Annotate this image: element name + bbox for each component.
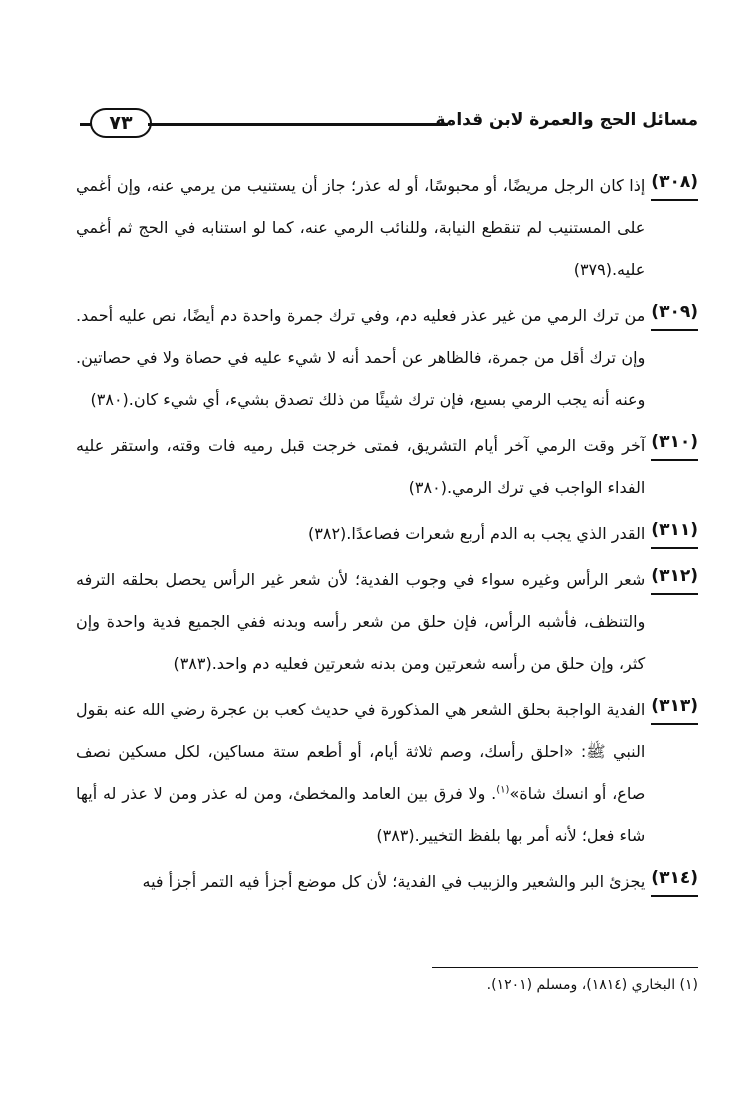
- entries-list: [76, 165, 698, 907]
- entry-311: [76, 513, 698, 555]
- page-number: ٧٣: [90, 108, 152, 138]
- entry-text: شعر الرأس وغيره سواء في وجوب الفدية؛ لأن شعر غير الرأس يحصل بحلقه الترفه والتنظف، فأشبه الرأس، فإن حلق من شعر رأسه وبدنه ففي الجميع فدية واحدة وإن كثر، وإن حلق من رأسه شعرتين ومن بدنه شعرتين فعليه دم واحد.(٣٨٣): [76, 570, 646, 673]
- entry-text: [76, 689, 645, 857]
- entry-number: (٣١٣): [651, 689, 698, 725]
- entry-text: آخر وقت الرمي آخر أيام التشريق، فمتى خرجت قبل رميه فات وقته، واستقر عليه الفداء الواجب في ترك الرمي.(٣٨٠): [76, 436, 646, 497]
- entry-number: (٣١٤): [651, 861, 698, 897]
- footnote-divider: [432, 967, 698, 968]
- entry-312: [76, 559, 698, 685]
- entry-text-before: الفدية الواجبة بحلق الشعر هي المذكورة في حديث كعب بن عجرة رضي الله عنه بقول النبي ﷺ: «احلق رأسك، وصم ثلاثة أيام، أو أطعم ستة مساكين، لكل مسكين نصف صاع، أو انسك شاة»: [76, 700, 646, 803]
- entry-text: القدر الذي يجب به الدم أربع شعرات فصاعدًا.(٣٨٢): [308, 524, 646, 543]
- entry-text: يجزئ البر والشعير والزبيب في الفدية؛ لأن كل موضع أجزأ فيه التمر أجزأ فيه: [142, 872, 646, 891]
- entry-text-after: . ولا فرق بين العامد والمخطئ، ومن له عذر ومن لا عذر له أيها شاء فعل؛ لأنه أمر بها بلفظ التخيير.(٣٨٣): [76, 784, 646, 845]
- footnote-reference[interactable]: (١): [496, 784, 510, 796]
- header-rule: [148, 123, 448, 126]
- entry-number: (٣١٢): [651, 559, 698, 595]
- entry-number: (٣١٠): [651, 425, 698, 461]
- page-header: [80, 108, 698, 142]
- entry-text: من ترك الرمي من غير عذر فعليه دم، وفي ترك جمرة واحدة دم أيضًا، نص عليه أحمد. وإن ترك أقل من جمرة، فالظاهر عن أحمد أنه لا شيء عليه في حصاة ولا في حصاتين. وعنه أنه يجب الرمي بسبع، فإن ترك شيئًا من ذلك تصدق بشيء، أي شيء كان.(٣٨٠): [76, 306, 646, 409]
- entry-310: [76, 425, 698, 509]
- entry-309: [76, 295, 698, 421]
- entry-313: [76, 689, 698, 857]
- entry-number: (٣٠٩): [651, 295, 698, 331]
- entry-314: [76, 861, 698, 903]
- entry-number: (٣١١): [651, 513, 698, 549]
- entry-text: إذا كان الرجل مريضًا، أو محبوسًا، أو له عذر؛ جاز أن يستنيب من يرمي عنه، وإن أغمي على المستنيب لم تنقطع النيابة، وللنائب الرمي عنه، كما لو استنابه في الحج ثم أغمي عليه.(٣٧٩): [76, 176, 646, 279]
- running-title: مسائل الحج والعمرة لابن قدامة: [435, 110, 698, 130]
- entry-308: [76, 165, 698, 291]
- footnote: (١) البخاري (١٨١٤)، ومسلم (١٢٠١).: [486, 977, 698, 993]
- entry-number: (٣٠٨): [651, 165, 698, 201]
